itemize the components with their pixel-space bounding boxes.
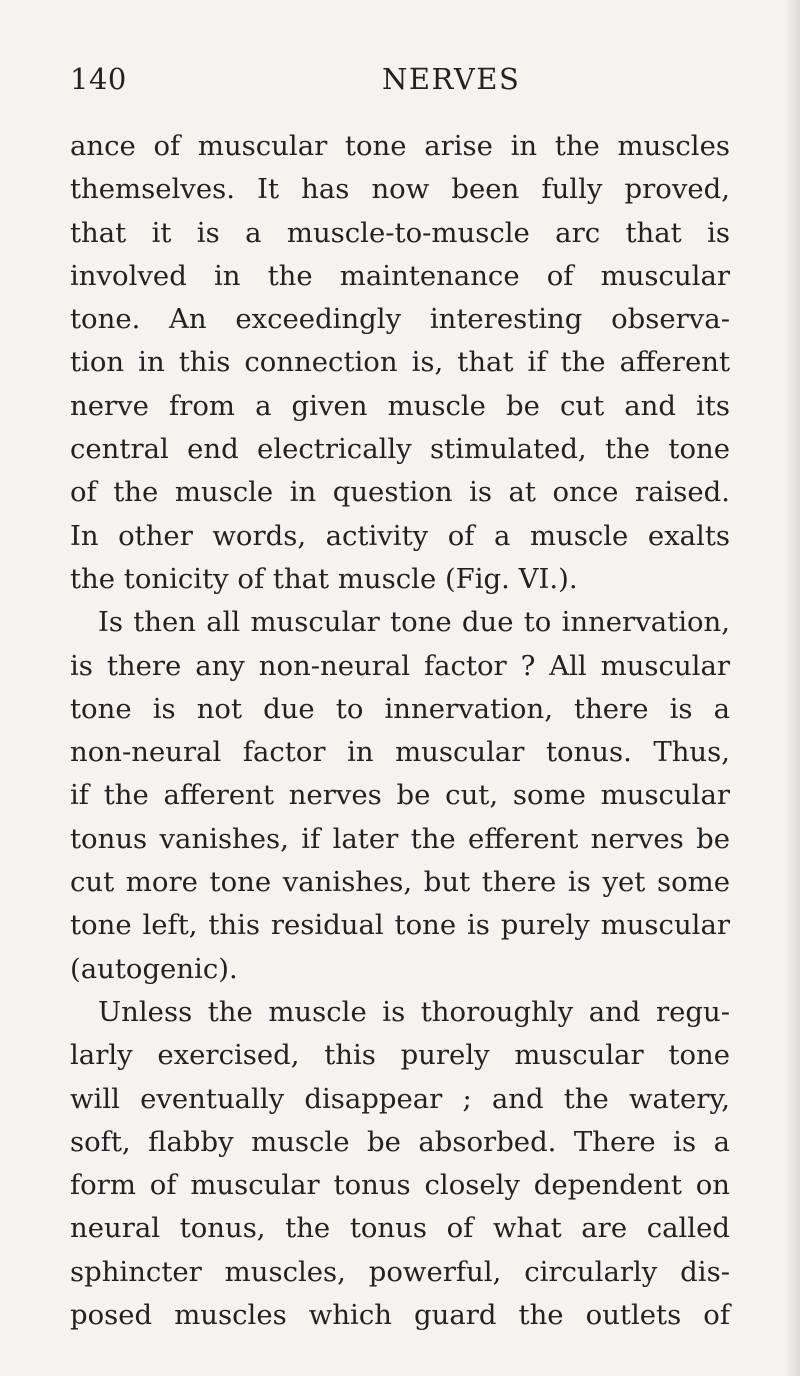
text-line: is there any non-neural factor ? All muscular [70,649,730,682]
text-line: tone is not due to innervation, there is a [70,692,730,725]
page-edge-shadow [786,0,800,1376]
text-line: tonus vanishes, if later the efferent nerves be [70,822,730,855]
text-line: Unless the muscle is thoroughly and regu- [98,995,730,1028]
text-line: themselves. It has now been fully proved, [70,173,730,206]
text-line: sphincter muscles, powerful, circularly dis- [70,1255,730,1288]
text-line: involved in the maintenance of muscular [70,259,730,292]
text-line: soft, flabby muscle be absorbed. There is a [70,1125,730,1158]
text-line: posed muscles which guard the outlets of [70,1299,730,1332]
text-line: that it is a muscle-to-muscle arc that is [70,216,730,249]
text-line: form of muscular tonus closely dependent on [70,1169,730,1202]
text-line: central end electrically stimulated, the tone [70,433,730,466]
text-line: of the muscle in question is at once raised. [70,476,730,509]
body-text [70,125,730,1337]
text-line: non-neural factor in muscular tonus. Thus, [70,736,730,769]
page-number: 140 [70,62,127,96]
page-header [70,62,730,102]
text-line: ance of muscular tone arise in the muscles [70,130,730,162]
text-line: will eventually disappear ; and the watery, [70,1082,730,1115]
text-line: if the afferent nerves be cut, some muscular [70,779,730,812]
running-head: NERVES [382,62,521,96]
text-line: nerve from a given muscle be cut and its [70,389,730,422]
text-line: Is then all muscular tone due to innervation, [98,606,730,639]
text-line: the tonicity of that muscle (Fig. VI.). [70,562,578,595]
text-line: (autogenic). [70,952,238,985]
text-line: tone left, this residual tone is purely muscular [70,909,730,942]
text-line: neural tonus, the tonus of what are called [70,1212,730,1245]
text-line: cut more tone vanishes, but there is yet some [70,866,730,899]
text-line: In other words, activity of a muscle exalts [70,519,730,552]
text-line: larly exercised, this purely muscular tone [70,1039,730,1072]
text-line: tone. An exceedingly interesting observa- [70,303,730,336]
text-line: tion in this connection is, that if the afferent [70,346,730,379]
